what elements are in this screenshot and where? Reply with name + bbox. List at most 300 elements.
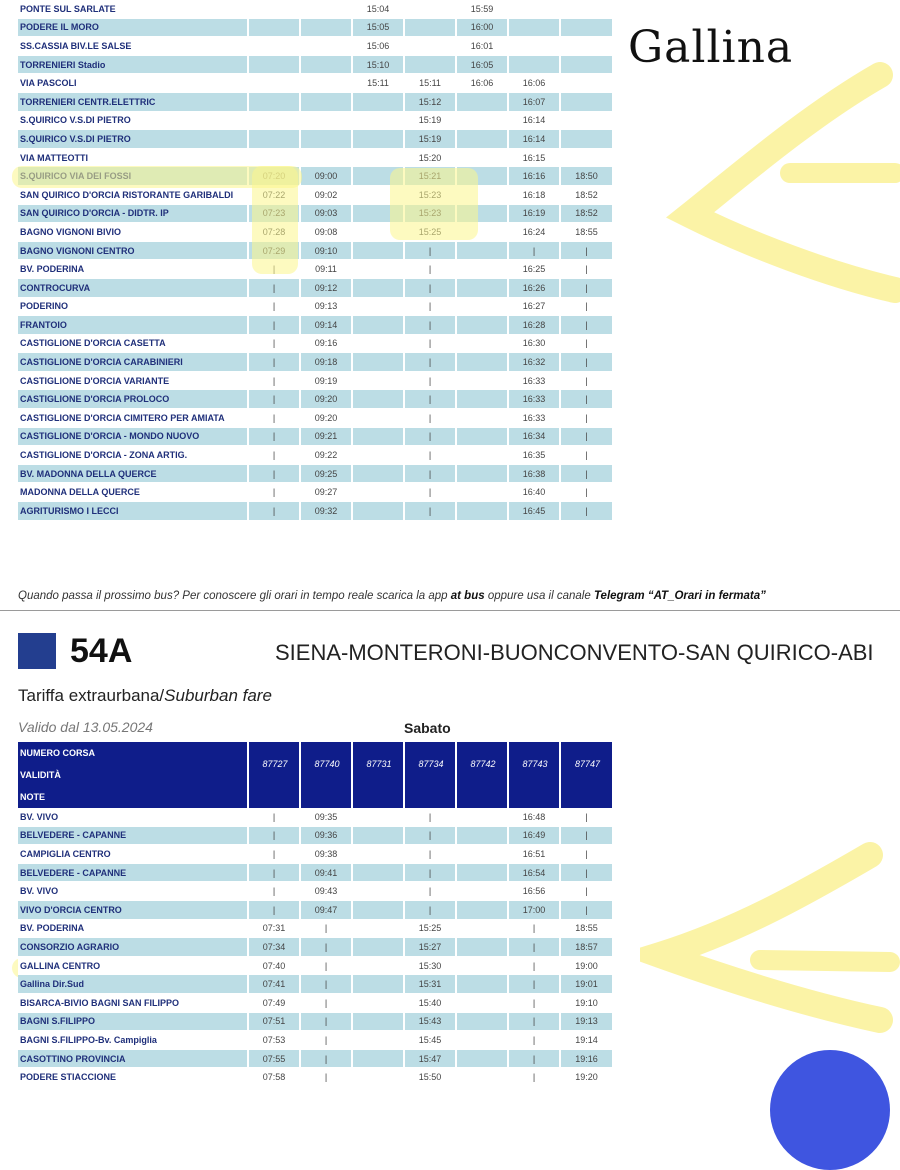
time-cell: 15:05 bbox=[352, 18, 404, 37]
time-cell: | bbox=[404, 316, 456, 335]
table-row bbox=[18, 371, 612, 390]
time-cell: | bbox=[248, 446, 300, 465]
stop-name: BISARCA-BIVIO BAGNI SAN FILIPPO bbox=[18, 993, 248, 1012]
time-cell bbox=[248, 130, 300, 149]
time-cell bbox=[352, 826, 404, 845]
table-row bbox=[18, 845, 612, 864]
time-cell bbox=[456, 92, 508, 111]
table-row bbox=[18, 92, 612, 111]
time-cell: | bbox=[560, 502, 612, 521]
time-cell bbox=[352, 956, 404, 975]
time-cell: 15:12 bbox=[404, 92, 456, 111]
time-cell bbox=[352, 148, 404, 167]
time-cell: 07:34 bbox=[248, 938, 300, 957]
time-cell: 15:06 bbox=[352, 37, 404, 56]
time-cell: 16:00 bbox=[456, 18, 508, 37]
time-cell: 07:51 bbox=[248, 1012, 300, 1031]
stop-name: CAMPIGLIA CENTRO bbox=[18, 845, 248, 864]
time-cell: 16:56 bbox=[508, 882, 560, 901]
time-cell: 16:48 bbox=[508, 808, 560, 826]
time-cell bbox=[456, 845, 508, 864]
trip-number: 87740 bbox=[300, 742, 352, 786]
time-cell: | bbox=[248, 900, 300, 919]
time-cell bbox=[404, 55, 456, 74]
table-row bbox=[18, 241, 612, 260]
time-cell: 16:14 bbox=[508, 111, 560, 130]
time-cell bbox=[352, 241, 404, 260]
time-cell: 15:43 bbox=[404, 1012, 456, 1031]
time-cell bbox=[248, 0, 300, 18]
time-cell: 09:22 bbox=[300, 446, 352, 465]
table-row bbox=[18, 427, 612, 446]
table-row bbox=[18, 260, 612, 279]
stop-name: CASTIGLIONE D'ORCIA CIMITERO PER AMIATA bbox=[18, 409, 248, 428]
table-row bbox=[18, 55, 612, 74]
time-cell bbox=[352, 502, 404, 521]
time-cell bbox=[456, 938, 508, 957]
stop-name: CASOTTINO PROVINCIA bbox=[18, 1049, 248, 1068]
time-cell bbox=[456, 464, 508, 483]
time-cell: 19:01 bbox=[560, 975, 612, 994]
time-cell: | bbox=[404, 409, 456, 428]
time-cell bbox=[456, 148, 508, 167]
floating-circle-button[interactable] bbox=[770, 1050, 890, 1170]
stop-name: AGRITURISMO I LECCI bbox=[18, 502, 248, 521]
time-cell: 15:40 bbox=[404, 993, 456, 1012]
time-cell: 16:28 bbox=[508, 316, 560, 335]
time-cell bbox=[352, 1031, 404, 1050]
yellow-arrow-bottom bbox=[640, 840, 900, 1040]
table-row bbox=[18, 900, 612, 919]
note-cell bbox=[404, 786, 456, 808]
time-cell bbox=[456, 278, 508, 297]
table-row bbox=[18, 111, 612, 130]
stop-name: TORRENIERI Stadio bbox=[18, 55, 248, 74]
time-cell bbox=[560, 130, 612, 149]
time-cell: 09:00 bbox=[300, 167, 352, 186]
stop-name: BV. MADONNA DELLA QUERCE bbox=[18, 464, 248, 483]
table-row bbox=[18, 826, 612, 845]
stop-name: VIA MATTEOTTI bbox=[18, 148, 248, 167]
time-cell bbox=[300, 74, 352, 93]
time-cell bbox=[248, 55, 300, 74]
realtime-notice: Quando passa il prossimo bus? Per conoscere gli orari in tempo reale scarica la app at bus oppure usa il canale Telegram “AT_Orari in fermata” bbox=[18, 590, 766, 602]
stop-name: S.QUIRICO V.S.DI PIETRO bbox=[18, 111, 248, 130]
time-cell: | bbox=[248, 808, 300, 826]
time-cell bbox=[456, 409, 508, 428]
time-cell bbox=[560, 111, 612, 130]
stop-name: MADONNA DELLA QUERCE bbox=[18, 483, 248, 502]
time-cell: | bbox=[248, 483, 300, 502]
time-cell bbox=[456, 1049, 508, 1068]
time-cell: 15:20 bbox=[404, 148, 456, 167]
stop-name: PODERE IL MORO bbox=[18, 18, 248, 37]
stop-name: CONSORZIO AGRARIO bbox=[18, 938, 248, 957]
time-cell: | bbox=[508, 241, 560, 260]
time-cell bbox=[456, 390, 508, 409]
time-cell bbox=[352, 845, 404, 864]
time-cell: | bbox=[404, 241, 456, 260]
time-cell: | bbox=[508, 1031, 560, 1050]
time-cell bbox=[352, 111, 404, 130]
time-cell: | bbox=[404, 882, 456, 901]
time-cell bbox=[352, 863, 404, 882]
time-cell: 18:50 bbox=[560, 167, 612, 186]
stop-name: SAN QUIRICO D'ORCIA RISTORANTE GARIBALDI bbox=[18, 185, 248, 204]
time-cell bbox=[456, 826, 508, 845]
time-cell: | bbox=[560, 409, 612, 428]
time-cell: | bbox=[404, 278, 456, 297]
table-row bbox=[18, 938, 612, 957]
time-cell: | bbox=[560, 371, 612, 390]
time-cell: | bbox=[508, 919, 560, 938]
stop-name: SAN QUIRICO D'ORCIA - DIDTR. IP bbox=[18, 204, 248, 223]
note-cell bbox=[248, 786, 300, 808]
stop-name: BV. PODERINA bbox=[18, 919, 248, 938]
time-cell bbox=[300, 37, 352, 56]
time-cell bbox=[352, 993, 404, 1012]
time-cell: 15:31 bbox=[404, 975, 456, 994]
time-cell: 09:02 bbox=[300, 185, 352, 204]
time-cell bbox=[456, 882, 508, 901]
fare-label: Tariffa extraurbana/Suburban fare bbox=[18, 686, 272, 705]
time-cell bbox=[456, 427, 508, 446]
table-row bbox=[18, 993, 612, 1012]
table-row bbox=[18, 74, 612, 93]
time-cell: | bbox=[560, 446, 612, 465]
time-cell: | bbox=[508, 1049, 560, 1068]
time-cell bbox=[352, 278, 404, 297]
valid-from: Valido dal 13.05.2024 bbox=[18, 719, 153, 735]
table-row bbox=[18, 390, 612, 409]
time-cell: 09:32 bbox=[300, 502, 352, 521]
time-cell: 16:51 bbox=[508, 845, 560, 864]
time-cell: | bbox=[404, 464, 456, 483]
time-cell: | bbox=[300, 938, 352, 957]
time-cell: | bbox=[300, 919, 352, 938]
table-row bbox=[18, 409, 612, 428]
time-cell: 07:49 bbox=[248, 993, 300, 1012]
time-cell: | bbox=[404, 845, 456, 864]
time-cell: 09:35 bbox=[300, 808, 352, 826]
time-cell: | bbox=[508, 993, 560, 1012]
time-cell bbox=[248, 74, 300, 93]
time-cell bbox=[404, 0, 456, 18]
time-cell: 16:34 bbox=[508, 427, 560, 446]
time-cell: 15:11 bbox=[352, 74, 404, 93]
time-cell bbox=[560, 92, 612, 111]
time-cell bbox=[352, 260, 404, 279]
time-cell: | bbox=[300, 993, 352, 1012]
trip-number: 87731 bbox=[352, 742, 404, 786]
time-cell bbox=[456, 1068, 508, 1087]
time-cell: 09:25 bbox=[300, 464, 352, 483]
trip-number: 87734 bbox=[404, 742, 456, 786]
stop-name: CASTIGLIONE D'ORCIA - MONDO NUOVO bbox=[18, 427, 248, 446]
stop-name: Gallina Dir.Sud bbox=[18, 975, 248, 994]
time-cell: 17:00 bbox=[508, 900, 560, 919]
table-row bbox=[18, 464, 612, 483]
table-row bbox=[18, 502, 612, 521]
time-cell bbox=[300, 148, 352, 167]
time-cell: 16:27 bbox=[508, 297, 560, 316]
time-cell: | bbox=[248, 278, 300, 297]
header-label: NUMERO CORSA bbox=[18, 742, 248, 764]
time-cell: 09:18 bbox=[300, 353, 352, 372]
stop-name: BV. VIVO bbox=[18, 808, 248, 826]
stop-name: CASTIGLIONE D'ORCIA PROLOCO bbox=[18, 390, 248, 409]
time-cell bbox=[456, 956, 508, 975]
stop-name: PODERINO bbox=[18, 297, 248, 316]
table-row bbox=[18, 483, 612, 502]
time-cell: 16:32 bbox=[508, 353, 560, 372]
stop-name: BAGNI S.FILIPPO-Bv. Campiglia bbox=[18, 1031, 248, 1050]
time-cell: 16:24 bbox=[508, 223, 560, 242]
time-cell bbox=[352, 353, 404, 372]
stop-name: BV. VIVO bbox=[18, 882, 248, 901]
time-cell: | bbox=[560, 427, 612, 446]
time-cell bbox=[352, 427, 404, 446]
stop-name: PONTE SUL SARLATE bbox=[18, 0, 248, 18]
time-cell bbox=[352, 371, 404, 390]
time-cell bbox=[456, 483, 508, 502]
time-cell: | bbox=[404, 863, 456, 882]
header-row bbox=[18, 742, 612, 764]
trip-number: 87727 bbox=[248, 742, 300, 786]
time-cell bbox=[352, 1049, 404, 1068]
time-cell: | bbox=[560, 353, 612, 372]
time-cell bbox=[560, 55, 612, 74]
stop-name: BAGNO VIGNONI BIVIO bbox=[18, 223, 248, 242]
time-cell: | bbox=[248, 297, 300, 316]
time-cell bbox=[352, 1012, 404, 1031]
time-cell: 19:16 bbox=[560, 1049, 612, 1068]
header-row bbox=[18, 786, 612, 808]
time-cell: 16:33 bbox=[508, 390, 560, 409]
time-cell bbox=[404, 37, 456, 56]
time-cell: 19:00 bbox=[560, 956, 612, 975]
time-cell: 16:54 bbox=[508, 863, 560, 882]
table-row bbox=[18, 204, 612, 223]
time-cell bbox=[456, 334, 508, 353]
time-cell: 09:47 bbox=[300, 900, 352, 919]
table-row bbox=[18, 1068, 612, 1087]
time-cell: 15:50 bbox=[404, 1068, 456, 1087]
time-cell bbox=[300, 92, 352, 111]
stop-name: VIVO D'ORCIA CENTRO bbox=[18, 900, 248, 919]
time-cell: 16:05 bbox=[456, 55, 508, 74]
note-cell bbox=[560, 786, 612, 808]
time-cell: 19:14 bbox=[560, 1031, 612, 1050]
time-cell bbox=[508, 0, 560, 18]
time-cell bbox=[560, 148, 612, 167]
trip-number: 87742 bbox=[456, 742, 508, 786]
time-cell: | bbox=[248, 334, 300, 353]
time-cell bbox=[352, 409, 404, 428]
time-cell bbox=[352, 938, 404, 957]
time-cell: | bbox=[248, 464, 300, 483]
time-cell bbox=[456, 111, 508, 130]
note-cell bbox=[300, 786, 352, 808]
time-cell: 09:16 bbox=[300, 334, 352, 353]
time-cell: 15:11 bbox=[404, 74, 456, 93]
time-cell bbox=[352, 297, 404, 316]
time-cell: | bbox=[560, 845, 612, 864]
stop-name: GALLINA CENTRO bbox=[18, 956, 248, 975]
time-cell: | bbox=[300, 1012, 352, 1031]
timetable-continued-body bbox=[18, 0, 612, 520]
time-cell: 18:52 bbox=[560, 204, 612, 223]
time-cell bbox=[248, 18, 300, 37]
table-row bbox=[18, 975, 612, 994]
time-cell bbox=[248, 111, 300, 130]
time-cell: 18:55 bbox=[560, 223, 612, 242]
stop-name: VIA PASCOLI bbox=[18, 74, 248, 93]
time-cell: 16:35 bbox=[508, 446, 560, 465]
time-cell: 15:59 bbox=[456, 0, 508, 18]
time-cell: | bbox=[560, 900, 612, 919]
stop-name: CASTIGLIONE D'ORCIA VARIANTE bbox=[18, 371, 248, 390]
time-cell: | bbox=[560, 464, 612, 483]
time-cell bbox=[560, 37, 612, 56]
time-cell: 16:01 bbox=[456, 37, 508, 56]
time-cell: | bbox=[248, 845, 300, 864]
time-cell bbox=[456, 446, 508, 465]
stop-name: CASTIGLIONE D'ORCIA CASETTA bbox=[18, 334, 248, 353]
time-cell bbox=[456, 371, 508, 390]
table-row bbox=[18, 863, 612, 882]
time-cell bbox=[456, 260, 508, 279]
table-row bbox=[18, 1031, 612, 1050]
time-cell: 09:38 bbox=[300, 845, 352, 864]
note-cell bbox=[456, 786, 508, 808]
time-cell: | bbox=[248, 353, 300, 372]
time-cell bbox=[456, 502, 508, 521]
stop-name: CONTROCURVA bbox=[18, 278, 248, 297]
time-cell: | bbox=[404, 483, 456, 502]
time-cell: 16:07 bbox=[508, 92, 560, 111]
time-cell: | bbox=[560, 808, 612, 826]
yellow-arrow-top bbox=[640, 55, 900, 315]
time-cell: | bbox=[404, 900, 456, 919]
table-row bbox=[18, 37, 612, 56]
time-cell: | bbox=[404, 502, 456, 521]
time-cell: 15:45 bbox=[404, 1031, 456, 1050]
time-cell: 07:58 bbox=[248, 1068, 300, 1087]
time-cell: 18:55 bbox=[560, 919, 612, 938]
time-cell: | bbox=[248, 882, 300, 901]
time-cell: | bbox=[560, 316, 612, 335]
time-cell: | bbox=[300, 975, 352, 994]
time-cell: | bbox=[248, 316, 300, 335]
time-cell bbox=[456, 993, 508, 1012]
time-cell: 16:26 bbox=[508, 278, 560, 297]
time-cell: 15:19 bbox=[404, 130, 456, 149]
table-row bbox=[18, 18, 612, 37]
time-cell: 19:20 bbox=[560, 1068, 612, 1087]
time-cell: 09:11 bbox=[300, 260, 352, 279]
time-cell: | bbox=[404, 390, 456, 409]
note-cell bbox=[352, 786, 404, 808]
time-cell: 16:06 bbox=[508, 74, 560, 93]
gallina-annotation: Gallina bbox=[628, 22, 794, 73]
time-cell bbox=[300, 18, 352, 37]
time-cell: 09:20 bbox=[300, 409, 352, 428]
time-cell: 07:55 bbox=[248, 1049, 300, 1068]
time-cell bbox=[456, 919, 508, 938]
time-cell: 16:14 bbox=[508, 130, 560, 149]
time-cell: 18:57 bbox=[560, 938, 612, 957]
stop-name: BV. PODERINA bbox=[18, 260, 248, 279]
table-row bbox=[18, 278, 612, 297]
time-cell: 09:12 bbox=[300, 278, 352, 297]
note-cell bbox=[508, 786, 560, 808]
time-cell: | bbox=[560, 826, 612, 845]
time-cell bbox=[352, 975, 404, 994]
time-cell: 16:38 bbox=[508, 464, 560, 483]
time-cell bbox=[456, 1012, 508, 1031]
table-row bbox=[18, 148, 612, 167]
time-cell: 16:18 bbox=[508, 185, 560, 204]
stop-name: CASTIGLIONE D'ORCIA - ZONA ARTIG. bbox=[18, 446, 248, 465]
time-cell: | bbox=[248, 390, 300, 409]
time-cell: | bbox=[300, 1031, 352, 1050]
time-cell: | bbox=[560, 390, 612, 409]
time-cell: 09:21 bbox=[300, 427, 352, 446]
time-cell: 09:43 bbox=[300, 882, 352, 901]
time-cell: 18:52 bbox=[560, 185, 612, 204]
table-row bbox=[18, 446, 612, 465]
table-row bbox=[18, 956, 612, 975]
time-cell bbox=[248, 148, 300, 167]
time-cell bbox=[456, 1031, 508, 1050]
time-cell: | bbox=[404, 808, 456, 826]
time-cell: | bbox=[248, 826, 300, 845]
timetable-54a bbox=[18, 742, 612, 1087]
time-cell: | bbox=[300, 1049, 352, 1068]
time-cell bbox=[352, 334, 404, 353]
time-cell: | bbox=[248, 427, 300, 446]
time-cell bbox=[352, 483, 404, 502]
table-row bbox=[18, 130, 612, 149]
time-cell: 16:19 bbox=[508, 204, 560, 223]
time-cell: 09:13 bbox=[300, 297, 352, 316]
time-cell bbox=[352, 130, 404, 149]
stop-name: BAGNO VIGNONI CENTRO bbox=[18, 241, 248, 260]
time-cell: 07:41 bbox=[248, 975, 300, 994]
time-cell: | bbox=[404, 446, 456, 465]
time-cell bbox=[352, 808, 404, 826]
time-cell bbox=[456, 975, 508, 994]
time-cell: | bbox=[560, 297, 612, 316]
stop-name: CASTIGLIONE D'ORCIA CARABINIERI bbox=[18, 353, 248, 372]
time-cell: | bbox=[560, 483, 612, 502]
table-row bbox=[18, 353, 612, 372]
header-label: NOTE bbox=[18, 786, 248, 808]
time-cell bbox=[248, 92, 300, 111]
table-row bbox=[18, 334, 612, 353]
time-cell: | bbox=[404, 297, 456, 316]
time-cell bbox=[352, 446, 404, 465]
time-cell: 07:40 bbox=[248, 956, 300, 975]
time-cell bbox=[352, 919, 404, 938]
time-cell: | bbox=[508, 938, 560, 957]
time-cell bbox=[456, 297, 508, 316]
stop-name: BAGNI S.FILIPPO bbox=[18, 1012, 248, 1031]
time-cell: | bbox=[404, 353, 456, 372]
time-cell bbox=[456, 808, 508, 826]
time-cell bbox=[508, 37, 560, 56]
